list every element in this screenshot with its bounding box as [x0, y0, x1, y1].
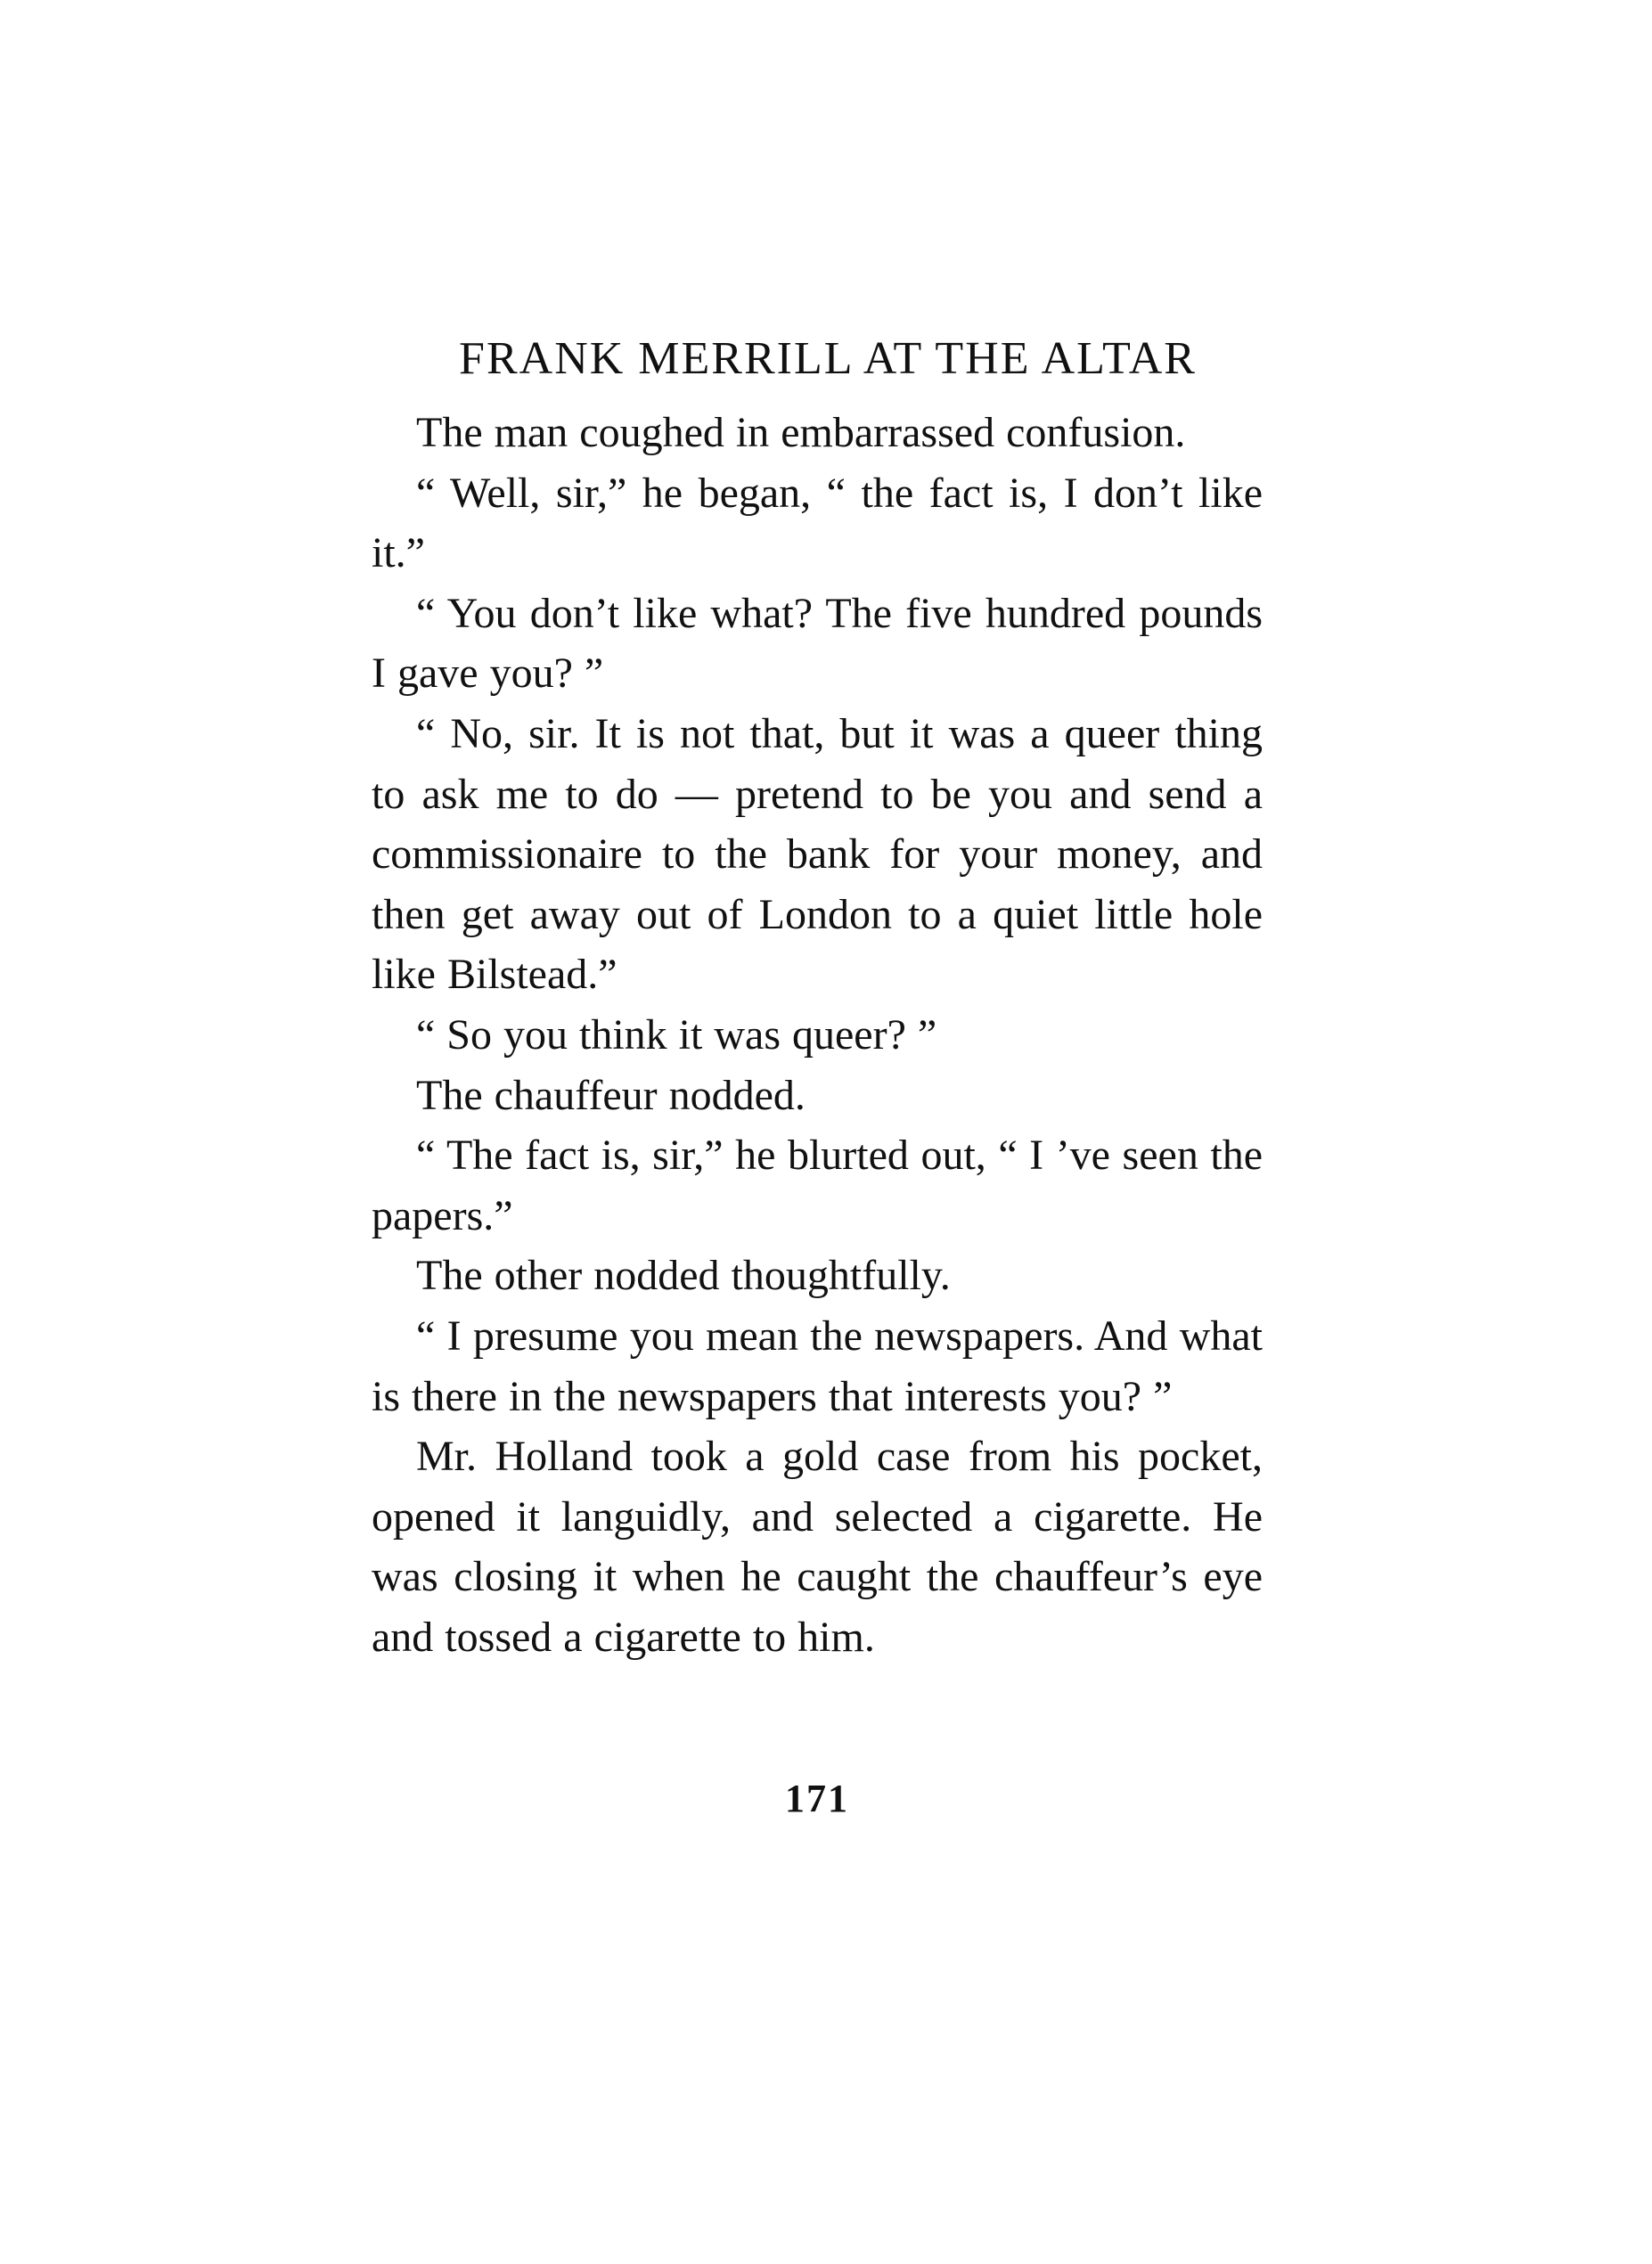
paragraph: “ Well, sir,” he began, “ the fact is, I don’t like it.” [372, 469, 1263, 577]
paragraph: The man coughed in embarrassed confusion. [416, 409, 1186, 456]
page-number: 171 [785, 1777, 849, 1820]
paragraph: “ You don’t like what? The five hundred pounds I gave you? ” [372, 589, 1263, 698]
body-text [372, 403, 1263, 1667]
paragraph: “ The fact is, sir,” he blurted out, “ I ’ve seen the papers.” [372, 1132, 1263, 1239]
paragraph: “ So you think it was queer? ” [416, 1010, 937, 1058]
paragraph: “ I presume you mean the newspapers. And what is there in the newspapers that interests you? ” [372, 1312, 1263, 1420]
paragraph: The chauffeur nodded. [416, 1071, 806, 1119]
paragraph: “ No, sir. It is not that, but it was a queer thing to ask me to do — pretend to be you and send a commissionaire to the bank for your money, and then get away out of London to a quiet little hole like Bilstead.” [372, 709, 1263, 999]
paragraph: Mr. Holland took a gold case from his pocket, opened it languidly, and selected a cigarette. He was closing it when he caught the chauffeur’s eye and tossed a cigarette to him. [372, 1433, 1263, 1661]
book-page [372, 321, 1263, 1820]
running-head: FRANK MERRILL AT THE ALTAR [459, 333, 1197, 384]
paragraph: The other nodded thoughtfully. [416, 1252, 951, 1300]
